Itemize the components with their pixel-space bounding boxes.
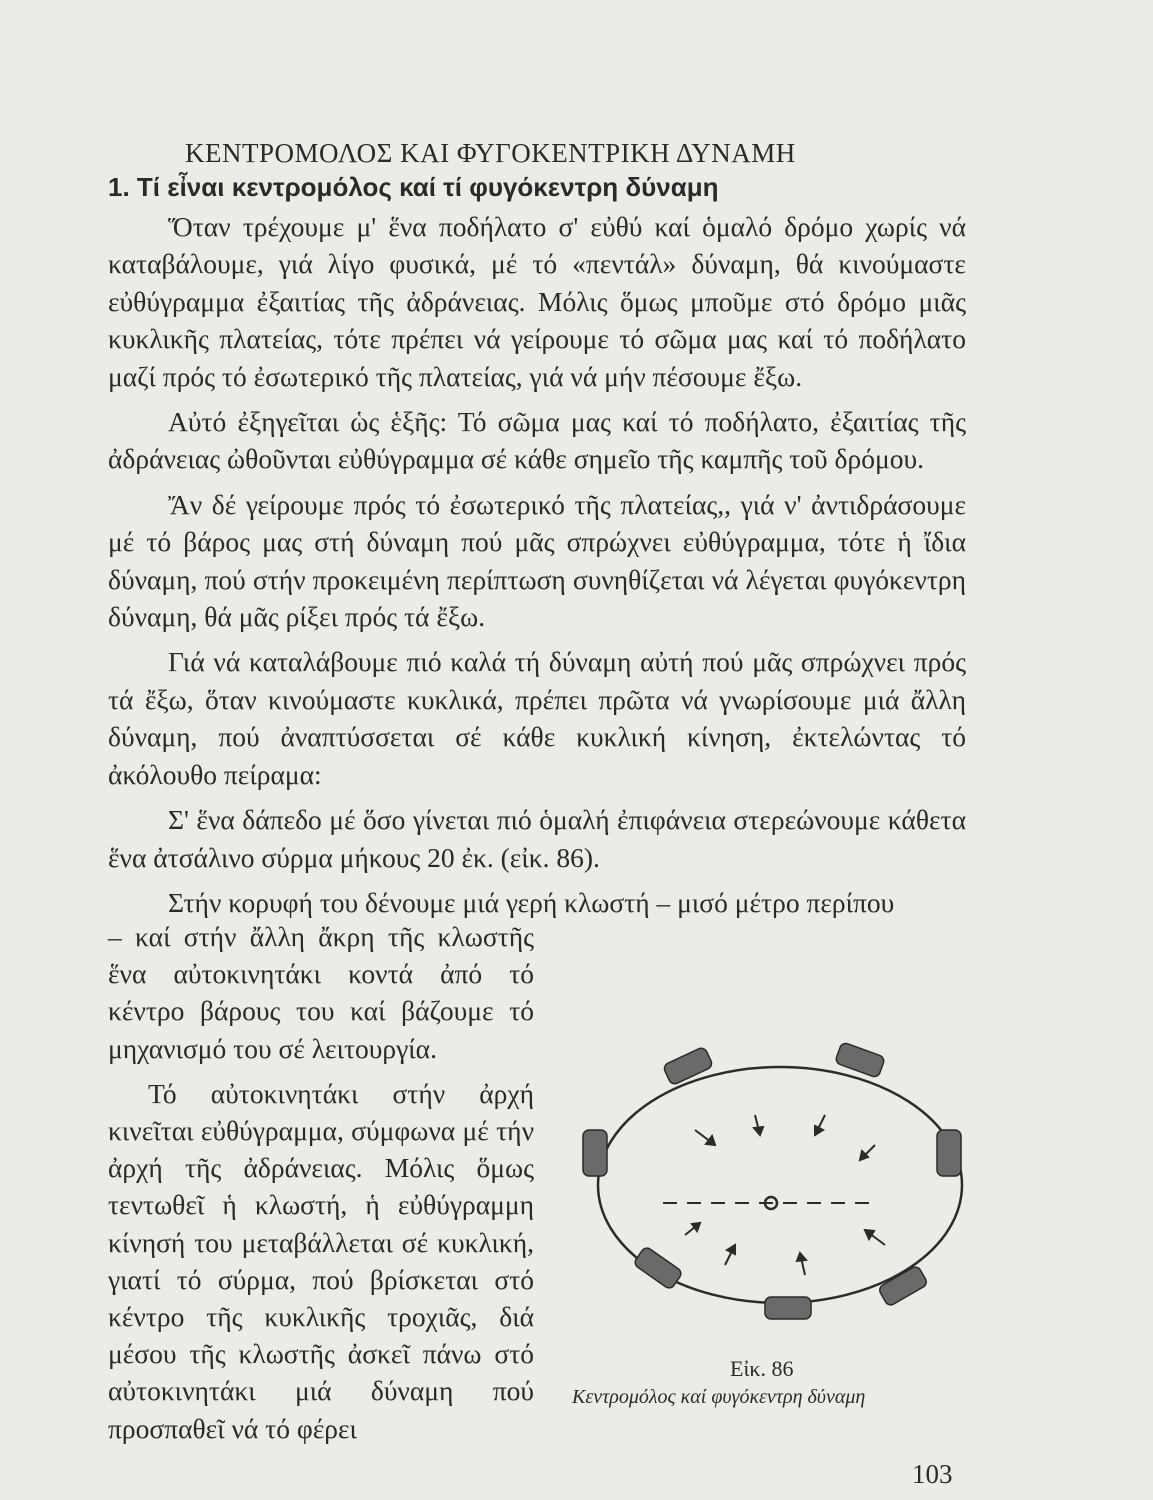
page-number: 103 (912, 1459, 953, 1489)
body-text (108, 208, 966, 929)
paragraph-6: Στήν κορυφή του δένουμε μιά γερή κλωστή – μισό μέτρο περίπου (168, 886, 895, 918)
paragraph-2: Αὐτό ἐξηγεῖται ὡς ἑξῆς: Τό σῶμα μας καί τό ποδήλατο, ἐξαιτίας τῆς ἀδράνειας ὠθοῦνται εὐθύγραμμα σέ κάθε σημεῖο τῆς καμπῆς τοῦ δρόμου. (108, 406, 966, 475)
narrow-paragraph-1: – καί στήν ἄλλη ἄκρη τῆς κλωστῆς ἕνα αὐτοκινητάκι κοντά ἀπό τό κέντρο βάρους του καί βάζουμε τό μηχανισμό του σέ λειτουργία. (108, 921, 534, 1064)
paragraph-3: Ἄν δέ γείρουμε πρός τό ἐσωτερικό τῆς πλατείας,, γιά ν' ἀντιδράσουμε μέ τό βάρος μας στή δύναμη πού μᾶς σπρώχνει εὐθύγραμμα, τότε ἡ ἴδια δύναμη, πού στήν προκειμένη περίπτωση συνηθίζεται νά λέγεται φυγόκεντρη δύναμη, θά μᾶς ρίξει πρός τά ἔξω. (108, 488, 966, 633)
figure-caption: Κεντρομόλος καί φυγόκεντρη δύναμη (572, 1386, 866, 1408)
force-arrows (685, 1115, 885, 1275)
toy-cars (583, 1042, 961, 1319)
figure-number: Εἰκ. 86 (730, 1356, 794, 1381)
paragraph-1: Ὅταν τρέχουμε μ' ἕνα ποδήλατο σ' εὐθύ καί ὁμαλό δρόμο χωρίς νά καταβάλουμε, γιά λίγο φυσικά, μέ τό «πεντάλ» δύναμη, θά κινούμαστε εὐθύγραμμα ἐξαιτίας τῆς ἀδράνειας. Μόλις ὅμως μποῦμε στό δρόμο μιᾶς κυκλικῆς πλατείας, τότε πρέπει νά γείρουμε τό σῶμα μας καί τό ποδήλατο μαζί πρός τό ἐσωτερικό τῆς πλατείας, γιά νά μήν πέσουμε ἔξω. (108, 211, 966, 392)
paragraph-4: Γιά νά καταλάβουμε πιό καλά τή δύναμη αὐτή πού μᾶς σπρώχνει πρός τά ἔξω, ὅταν κινούμαστε κυκλικά, πρέπει πρῶτα νά γνωρίσουμε μιά ἄλλη δύναμη, πού ἀναπτύσσεται σέ κάθε κυκλική κίνηση, ἐκτελώντας τό ἀκόλουθο πείραμα: (108, 646, 966, 790)
narrow-text-column (108, 918, 534, 1455)
chapter-title: ΚΕΝΤΡΟΜΟΛΟΣ ΚΑΙ ΦΥΓΟΚΕΝΤΡΙΚΗ ΔΥΝΑΜΗ (185, 138, 796, 168)
figure-86-diagram (575, 1035, 975, 1335)
paragraph-5: Σ' ἕνα δάπεδο μέ ὅσο γίνεται πιό ὁμαλή ἐπιφάνεια στερεώνουμε κάθετα ἕνα ἀτσάλινο σύρμα μήκους 20 ἐκ. (εἰκ. 86). (108, 804, 966, 873)
narrow-paragraph-2: Τό αὐτοκινητάκι στήν ἀρχή κινεῖται εὐθύγραμμα, σύμφωνα μέ τήν ἀρχή τῆς ἀδράνειας. Μόλις ὅμως τεντωθεῖ ἡ κλωστή, ἡ εὐθύγραμμη κίνησή του μεταβάλλεται σέ κυκλική, γιατί τό σύρμα, πού βρίσκεται στό κέντρο τῆς κυκλικῆς τροχιᾶς, διά μέσου τῆς κλωστῆς ἀσκεῖ πάνω στό αὐτοκινητάκι μιά δύναμη πού προσπαθεῖ νά τό φέρει (108, 1077, 534, 1444)
section-heading: 1. Τί εἶναι κεντρομόλος καί τί φυγόκεντρη δύναμη (108, 172, 719, 202)
